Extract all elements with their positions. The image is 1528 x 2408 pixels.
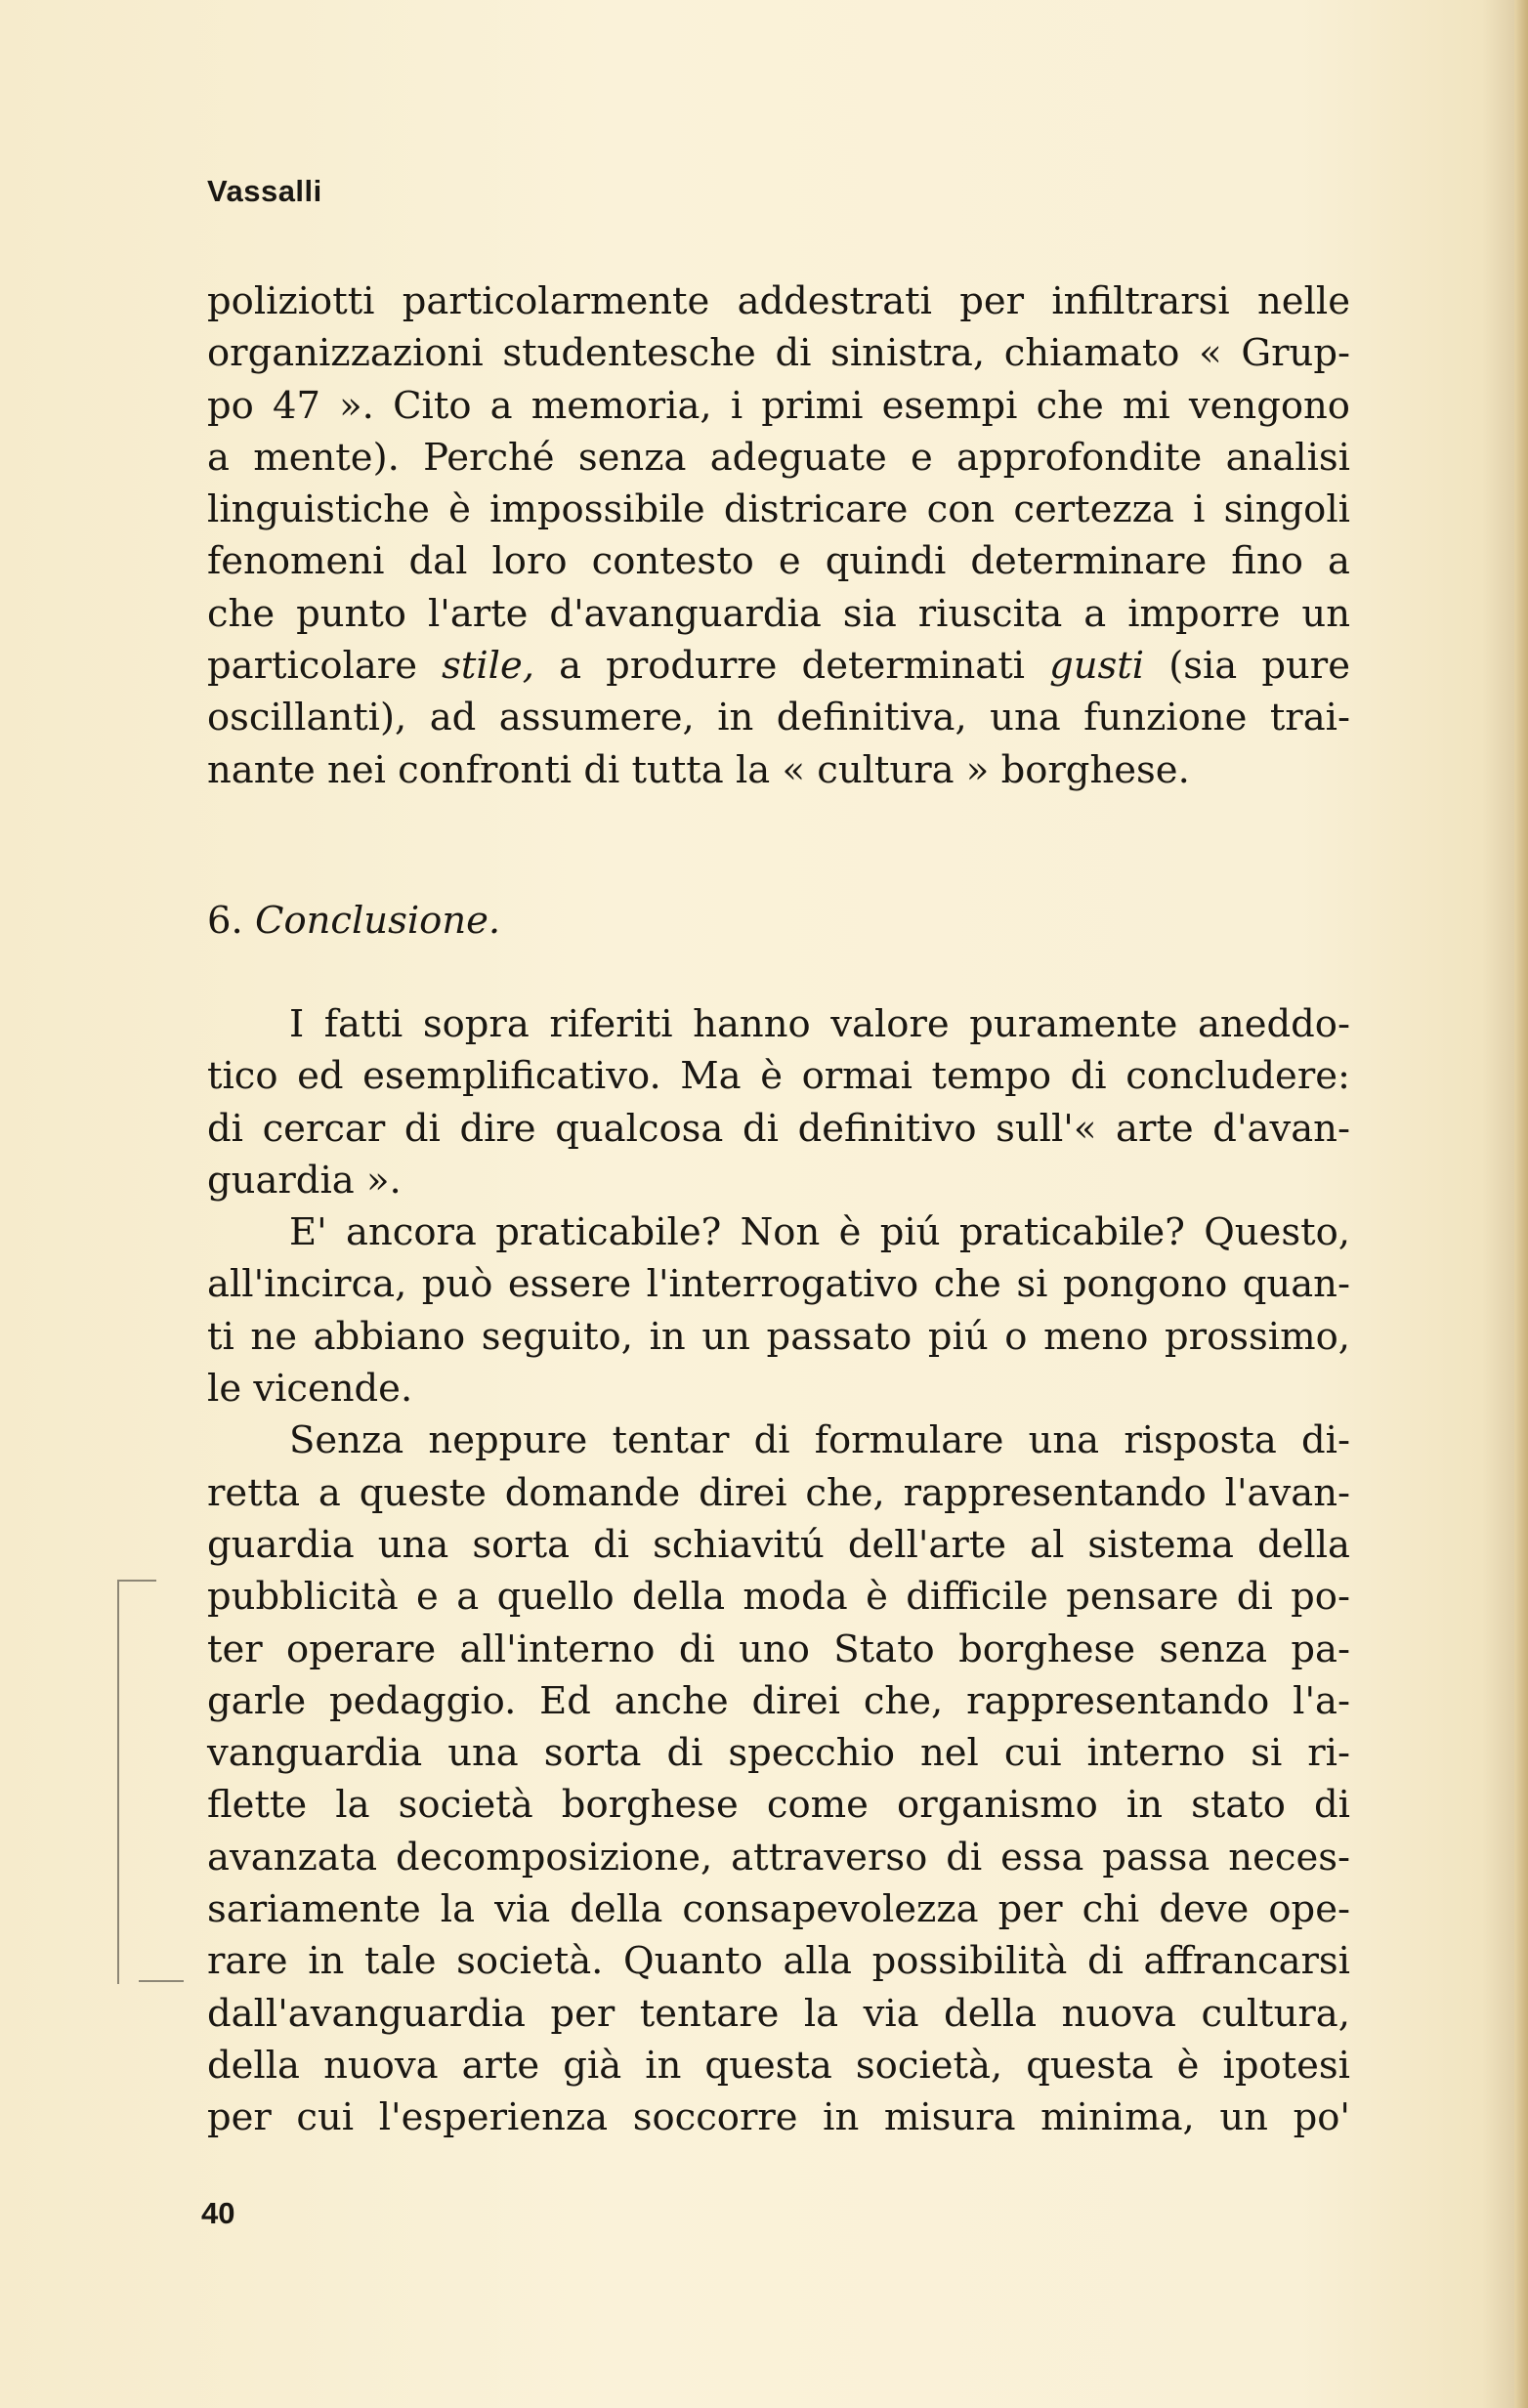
text-line: oscillanti), ad assumere, in definitiva, una funzione trai- bbox=[207, 696, 1350, 740]
margin-bracket-mark bbox=[117, 1580, 156, 1984]
text-fragment: particolare bbox=[207, 644, 443, 689]
text-line: poliziotti particolarmente addestrati per infiltrarsi nelle bbox=[207, 279, 1350, 323]
text-line: nante nei confronti di tutta la « cultura » borghese. bbox=[207, 747, 1190, 792]
text-line: guardia una sorta di schiavitú dell'arte al sistema della bbox=[207, 1522, 1350, 1567]
text-line: le vicende. bbox=[207, 1367, 413, 1412]
italic-term-gusti: gusti bbox=[1049, 644, 1145, 689]
text-line: sariamente la via della consapevolezza per chi deve ope- bbox=[207, 1887, 1350, 1932]
text-line: ti ne abbiano seguito, in un passato piú o meno prossimo, bbox=[207, 1314, 1350, 1359]
text-line: garle pedaggio. Ed anche direi che, rappresentando l'a- bbox=[207, 1678, 1350, 1723]
text-line: della nuova arte già in questa società, questa è ipotesi bbox=[207, 2043, 1350, 2088]
text-line: di cercar di dire qualcosa di definitivo sull'« arte d'avan- bbox=[207, 1106, 1350, 1151]
text-line: per cui l'esperienza soccorre in misura minima, un po' bbox=[207, 2095, 1350, 2140]
text-line: tico ed esemplificativo. Ma è ormai tempo di concludere: bbox=[207, 1054, 1350, 1099]
running-head: Vassalli bbox=[207, 174, 322, 208]
text-line: E' ancora praticabile? Non è piú praticabile? Questo, bbox=[289, 1210, 1350, 1255]
text-fragment: a produrre determinati bbox=[534, 644, 1050, 689]
italic-term-stile: stile, bbox=[442, 644, 534, 689]
text-line: all'incirca, può essere l'interrogativo che si pongono quan- bbox=[207, 1262, 1350, 1307]
text-fragment: (sia pure bbox=[1144, 644, 1350, 689]
paragraph-1 bbox=[207, 275, 1350, 796]
text-line: Senza neppure tentar di formulare una risposta di- bbox=[289, 1418, 1350, 1463]
text-line: organizzazioni studentesche di sinistra, chiamato « Grup- bbox=[207, 331, 1350, 376]
text-line: flette la società borghese come organismo in stato di bbox=[207, 1783, 1350, 1828]
text-line: I fatti sopra riferiti hanno valore puramente aneddo- bbox=[289, 1002, 1350, 1046]
page-edge bbox=[1514, 0, 1528, 2408]
text-line: dall'avanguardia per tentare la via della nuova cultura, bbox=[207, 1991, 1350, 2036]
text-line: pubblicità e a quello della moda è difficile pensare di po- bbox=[207, 1575, 1350, 1620]
conclusion-body bbox=[207, 998, 1350, 2144]
section-heading bbox=[207, 899, 500, 943]
text-line: vanguardia una sorta di specchio nel cui interno si ri- bbox=[207, 1731, 1350, 1776]
text-line: guardia ». bbox=[207, 1158, 402, 1203]
text-line: rare in tale società. Quanto alla possibilità di affrancarsi bbox=[207, 1939, 1350, 1984]
section-number: 6. bbox=[207, 899, 243, 943]
page-number: 40 bbox=[201, 2196, 235, 2230]
text-line: retta a queste domande direi che, rappresentando l'avan- bbox=[207, 1470, 1350, 1515]
text-line: avanzata decomposizione, attraverso di essa passa neces- bbox=[207, 1835, 1350, 1880]
text-line-with-italics bbox=[207, 640, 1350, 692]
text-line: po 47 ». Cito a memoria, i primi esempi che mi vengono bbox=[207, 383, 1350, 428]
section-title: Conclusione. bbox=[254, 899, 501, 943]
text-line: linguistiche è impossibile districare con certezza i singoli bbox=[207, 487, 1350, 532]
margin-bracket-foot bbox=[139, 1980, 184, 1982]
text-line: fenomeni dal loro contesto e quindi determinare fino a bbox=[207, 539, 1350, 584]
text-line: che punto l'arte d'avanguardia sia riuscita a imporre un bbox=[207, 591, 1350, 636]
text-line: ter operare all'interno di uno Stato borghese senza pa- bbox=[207, 1626, 1350, 1671]
text-line: a mente). Perché senza adeguate e approfondite analisi bbox=[207, 435, 1350, 480]
